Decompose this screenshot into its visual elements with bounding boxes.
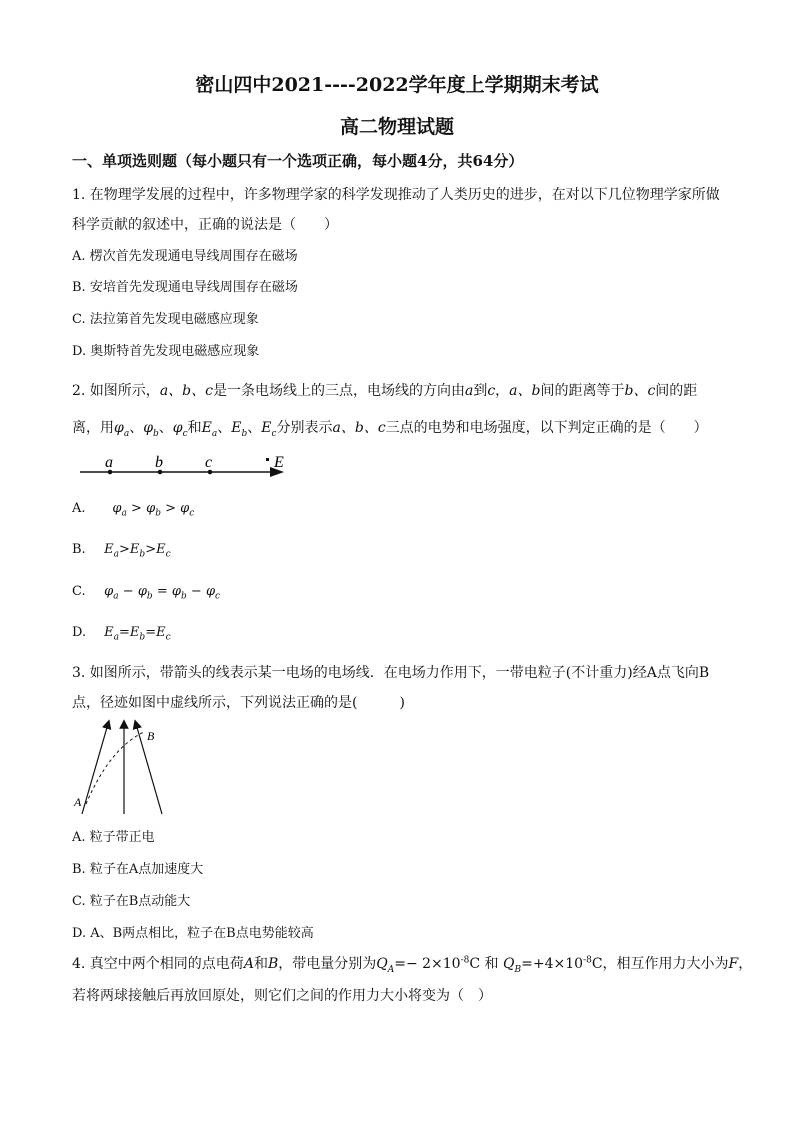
q1-stem-line2: 科学贡献的叙述中，正确的说法是（ ） [72, 217, 338, 233]
q3-field-lines-figure [72, 718, 172, 818]
q3-option-b: B. 粒子在A点加速度大 [72, 862, 204, 877]
e-marker-dot [266, 458, 269, 461]
q3-option-a: A. 粒子带正电 [72, 830, 155, 845]
q4-stem-line1: 4. 真空中两个相同的点电荷A和B，带电量分别为$Q_A=- 2\times 10^{-8}C$ 和 $Q_B=+4\times 10^{-8}C$，相互作用力大小为F， [72, 955, 753, 975]
q2-stem-line2: 离，用$\varphi_a$、$\varphi_b$、$\varphi_c$和$E_a$、$E_b$、$E_c$分别表示a、b、c三点的电势和电场强度，以下判定正确的是（ ） [72, 420, 708, 439]
q1-option-a: A. 楞次首先发现通电导线周围存在磁场 [72, 249, 298, 264]
q2-stem-line1: 2. 如图所示，a、b、c是一条电场线上的三点，电场线的方向由a到c，a、b间的距离等于b、c间的距 [72, 383, 698, 399]
q3-stem-line2: 点，径迹如图中虚线所示，下列说法正确的是( ) [72, 695, 405, 711]
q1-option-b: B. 安培首先发现通电导线周围存在磁场 [72, 280, 298, 295]
exam-title: 密山四中2021----2022学年度上学期期末考试 [195, 74, 599, 96]
exam-subtitle: 高二物理试题 [339, 116, 454, 138]
q2-option-a: A. $\varphi_a > \varphi_b > \varphi_c$ [72, 501, 195, 519]
label-b: b [155, 454, 163, 471]
label-a: a [105, 454, 113, 471]
q3-option-c: C. 粒子在B点动能大 [72, 894, 191, 909]
q1-stem-line1: 1. 在物理学发展的过程中，许多物理学家的科学发现推动了人类历史的进步，在对以下几位物理学家所做 [72, 187, 720, 203]
q4-stem-line2: 若将两球接触后再放回原处，则它们之间的作用力大小将变为（ ） [72, 988, 492, 1004]
q2-option-b: B. $E_a>E_b>E_c$ [72, 542, 171, 560]
q2-field-line-figure [80, 450, 300, 484]
label-E: E [274, 454, 284, 471]
q1-option-c: C. 法拉第首先发现电磁感应现象 [72, 312, 259, 327]
label-A: A [74, 795, 82, 809]
field-line-left [82, 724, 108, 814]
section-heading: 一、单项选则题（每小题只有一个选项正确，每小题4分，共64分） [72, 152, 524, 170]
q3-option-d: D. A、B两点相比，粒子在B点电势能较高 [72, 926, 314, 941]
q3-stem-line1: 3. 如图所示，带箭头的线表示某一电场的电场线．在电场力作用下，一带电粒子(不计重力)经A点飞向B [72, 665, 710, 681]
q1-option-d: D. 奥斯特首先发现电磁感应现象 [72, 344, 260, 359]
q2-option-d: D. $E_a=E_b=E_c$ [72, 625, 171, 643]
label-B: B [147, 729, 155, 743]
label-c: c [205, 454, 213, 471]
q2-option-c: C. $\varphi_a - \varphi_b = \varphi_b - \varphi_c$ [72, 584, 221, 602]
